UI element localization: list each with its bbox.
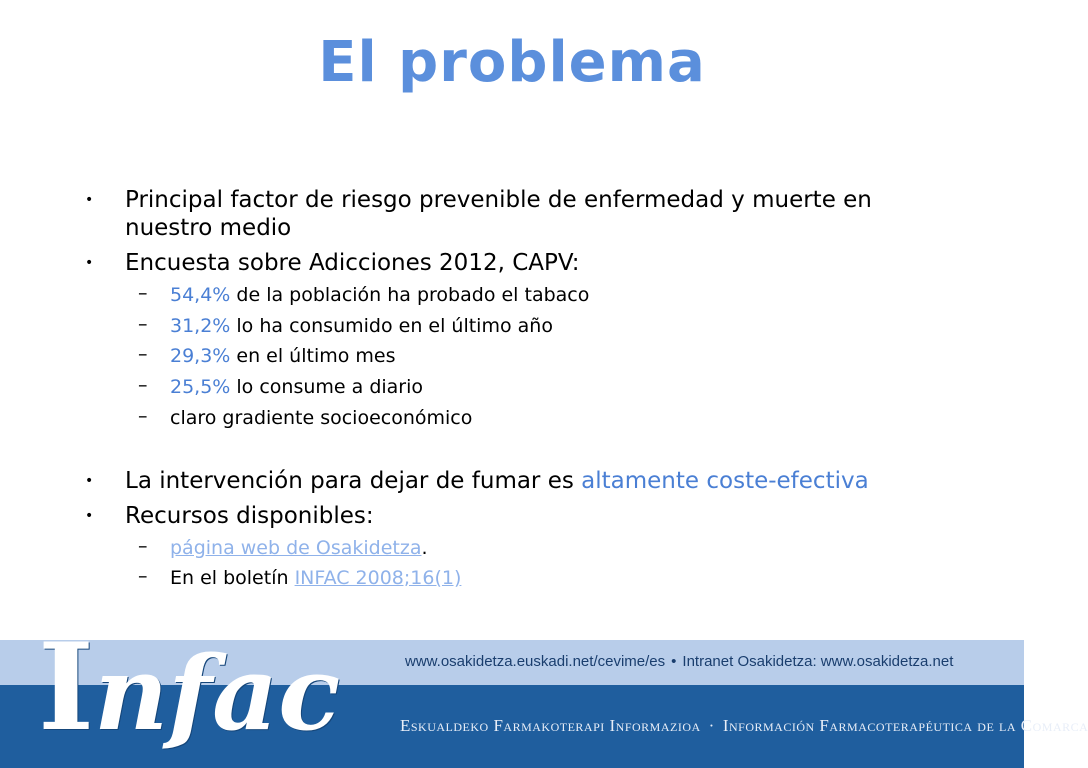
footer-url-separator: • [671, 653, 677, 670]
stat-value: 29,3% [170, 345, 231, 367]
sub-item-text: lo consume a diario [230, 376, 424, 398]
footer-caption [400, 716, 1088, 736]
logo-initial: I [38, 617, 95, 758]
bullet-icon: • [85, 473, 94, 489]
dash-icon: – [138, 565, 148, 587]
dash-icon: – [138, 343, 148, 365]
dash-icon: – [138, 405, 148, 427]
dash-icon: – [138, 535, 148, 557]
infac-logo [38, 617, 341, 758]
stat-value: 25,5% [170, 376, 231, 398]
footer-caption-separator: · [708, 716, 715, 735]
stat-value: 54,4% [170, 284, 231, 306]
highlight-text: altamente coste-efectiva [581, 468, 869, 494]
stat-value: 31,2% [170, 315, 231, 337]
footer-urls [405, 653, 953, 670]
footer-url-cevime[interactable]: www.osakidetza.euskadi.net/cevime/es [405, 653, 666, 670]
footer-caption-basque: Eskualdeko Farmakoterapi Informazioa [400, 716, 701, 735]
dash-icon: – [138, 282, 148, 304]
sub-item-text: claro gradiente socioeconómico [170, 407, 473, 429]
bullet-icon: • [85, 255, 94, 271]
dash-icon: – [138, 313, 148, 335]
osakidetza-link[interactable]: página web de Osakidetza [170, 537, 422, 559]
bullet-icon: • [85, 192, 94, 208]
logo-rest: nfac [94, 634, 341, 754]
sub-item-text: En el boletín [170, 567, 295, 589]
infac-link[interactable]: INFAC 2008;16(1) [294, 567, 462, 589]
bullet-text: La intervención para dejar de fumar es [125, 468, 582, 494]
bullet-text: Encuesta sobre Adicciones 2012, CAPV: [125, 250, 580, 276]
sub-item-text: en el último mes [230, 345, 396, 367]
dash-icon: – [138, 374, 148, 396]
sub-item-text: . [421, 537, 428, 559]
bullet-text: Principal factor de riesgo prevenible de enfermedad y muerte en nuestro medio [125, 187, 872, 241]
bullet-text: Recursos disponibles: [125, 503, 374, 529]
bullet-icon: • [85, 508, 94, 524]
footer-url-intranet[interactable]: Intranet Osakidetza: www.osakidetza.net [682, 653, 954, 670]
footer-caption-spanish: Información Farmacoterapéutica de la Comarca [722, 716, 1088, 735]
slide-title: El problema [318, 30, 706, 95]
sub-item-text: lo ha consumido en el último año [230, 315, 553, 337]
sub-item-text: de la población ha probado el tabaco [230, 284, 590, 306]
